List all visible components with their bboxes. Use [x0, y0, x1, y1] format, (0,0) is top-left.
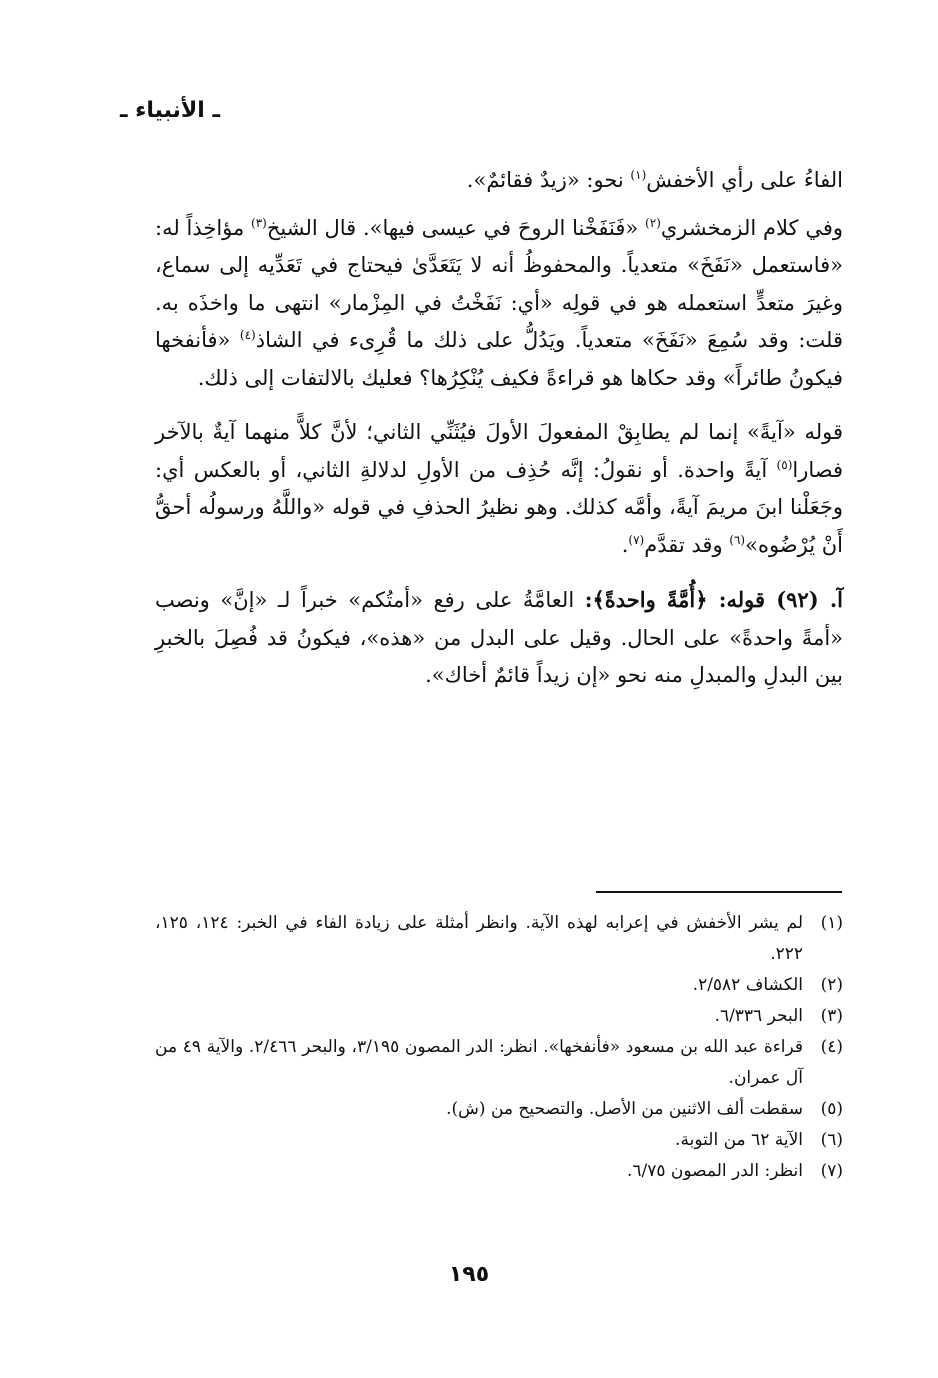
- footnote-item: [155, 1125, 843, 1156]
- paragraph-text: «فأنفخها فيكونُ طائراً» وقد حكاها هو قراءةً فكيف يُنْكِرُها؟ فعليك بالالتفات إلى ذلك.: [155, 328, 843, 390]
- footnote-number: (١): [820, 913, 843, 933]
- footnote-text: الكشاف ٢/٥٨٢.: [692, 975, 803, 995]
- footnote-text: لم يشر الأخفش في إعرابه لهذه الآية. وانظر أمثلة على زيادة الفاء في الخبر: ١٢٤، ١٢٥، ٢٢٢.: [155, 913, 803, 964]
- verse-heading: آ. (٩٢) قوله: ﴿أُمَّةً واحدةً﴾:: [584, 587, 843, 612]
- footnote-text: سقطت ألف الاثنين من الأصل. والتصحيح من (ش).: [446, 1099, 803, 1119]
- paragraph-text: آيةً واحدة. أو نقولُ: إنَّه حُذِف من الأولِ لدلالةِ الثاني، أو بالعكس أي: وجَعَلْنا ابنَ مريمَ آيةً، وأمَّه كذلك. وهو نظيرُ الحذفِ في قوله «واللَّهُ ورسولُه أحقُّ أَنْ يُرْضُوه»: [155, 457, 843, 557]
- footnote-item: [155, 1001, 843, 1032]
- footnote-item: [155, 970, 843, 1001]
- paragraph-text: وقد تقدَّم: [644, 532, 730, 557]
- footnote-ref: (٤): [239, 328, 256, 342]
- paragraph-text: الفاءُ على رأي الأخفش: [646, 168, 843, 192]
- footnote-number: (٣): [820, 1006, 843, 1026]
- footnote-text: الآية ٦٢ من التوبة.: [675, 1130, 803, 1150]
- paragraph-text: وفي كلام الزمخشري: [660, 215, 843, 240]
- footnote-text: قراءة عبد الله بن مسعود «فأنفخها». انظر: الدر المصون ٣/١٩٥، والبحر ٢/٤٦٦. والآية ٤٩ من آل عمران.: [155, 1037, 804, 1088]
- footnote-ref: (٥): [776, 457, 793, 472]
- footnote-ref: (٦): [729, 532, 746, 547]
- footnote-item: [155, 1156, 843, 1187]
- footnote-item: [155, 1032, 843, 1094]
- paragraph-3: [155, 414, 843, 564]
- paragraph-text: مؤاخِذاً له: «فاستعمل «نَفَخَ» متعدياً. والمحفوظُ أنه لا يَتَعَدَّىٰ فيحتاج في تَعَدِّيه إلى سماع، وغيرَ متعدٍّ استعمله هو في قولِه «أي: نَفَخْتُ في المِزْمار» انتهى ما واخذَه به. قلت: وقد سُمِعَ «نَفَخَ» متعدياً. ويَدُلُّ على ذلك ما قُرِىء في الشاذ: [155, 215, 844, 352]
- paragraph-1: [155, 162, 843, 200]
- paragraph-text: نحو: «زيدٌ فقائمٌ».: [466, 168, 631, 192]
- footnote-ref: (٣): [251, 215, 267, 230]
- footnote-number: (٥): [820, 1099, 843, 1119]
- main-text: [155, 162, 843, 712]
- footnote-ref: (٧): [628, 532, 645, 547]
- paragraph-text: العامَّةُ على رفع «أمتُكم» خبراً لـ «إنَّ» ونصب «أمةً واحدةً» على الحال. وقيل على البدل من «هذه»، فيكونُ قد فُصِلَ بالخبرِ بين البدلِ والمبدلِ منه نحو «إن زيداً قائمٌ أخاك».: [155, 588, 843, 687]
- footnote-number: (٦): [820, 1130, 843, 1150]
- paragraph-text: .: [621, 532, 629, 557]
- footnotes: [155, 908, 843, 1187]
- footnote-ref: (١): [630, 168, 647, 182]
- footnote-text: انظر: الدر المصون ٦/٧٥.: [626, 1161, 803, 1181]
- footnote-number: (٢): [820, 975, 843, 995]
- footnote-number: (٧): [820, 1161, 843, 1181]
- footnote-item: [155, 1094, 843, 1125]
- footnote-ref: (٢): [645, 215, 661, 230]
- footnote-item: [155, 908, 843, 970]
- footnote-divider: [596, 891, 842, 893]
- paragraph-4: [155, 581, 843, 695]
- footnote-text: البحر ٦/٣٣٦.: [714, 1006, 803, 1026]
- footnote-number: (٤): [820, 1037, 843, 1057]
- paragraph-2: [155, 210, 843, 398]
- running-header: ـ الأنبياء ـ: [120, 98, 221, 123]
- paragraph-text: «فَنَفَخْنا الروحَ في عيسى فيها». قال الشيخ: [266, 215, 646, 240]
- paragraph-text: قوله «آيةً» إنما لم يطابِقْ المفعولَ الأولَ فيُثَنِّي الثاني؛ لأنَّ كلاًّ منهما آيةٌ بالآخر فصارا: [155, 420, 843, 482]
- page-number: ١٩٥: [448, 1262, 490, 1287]
